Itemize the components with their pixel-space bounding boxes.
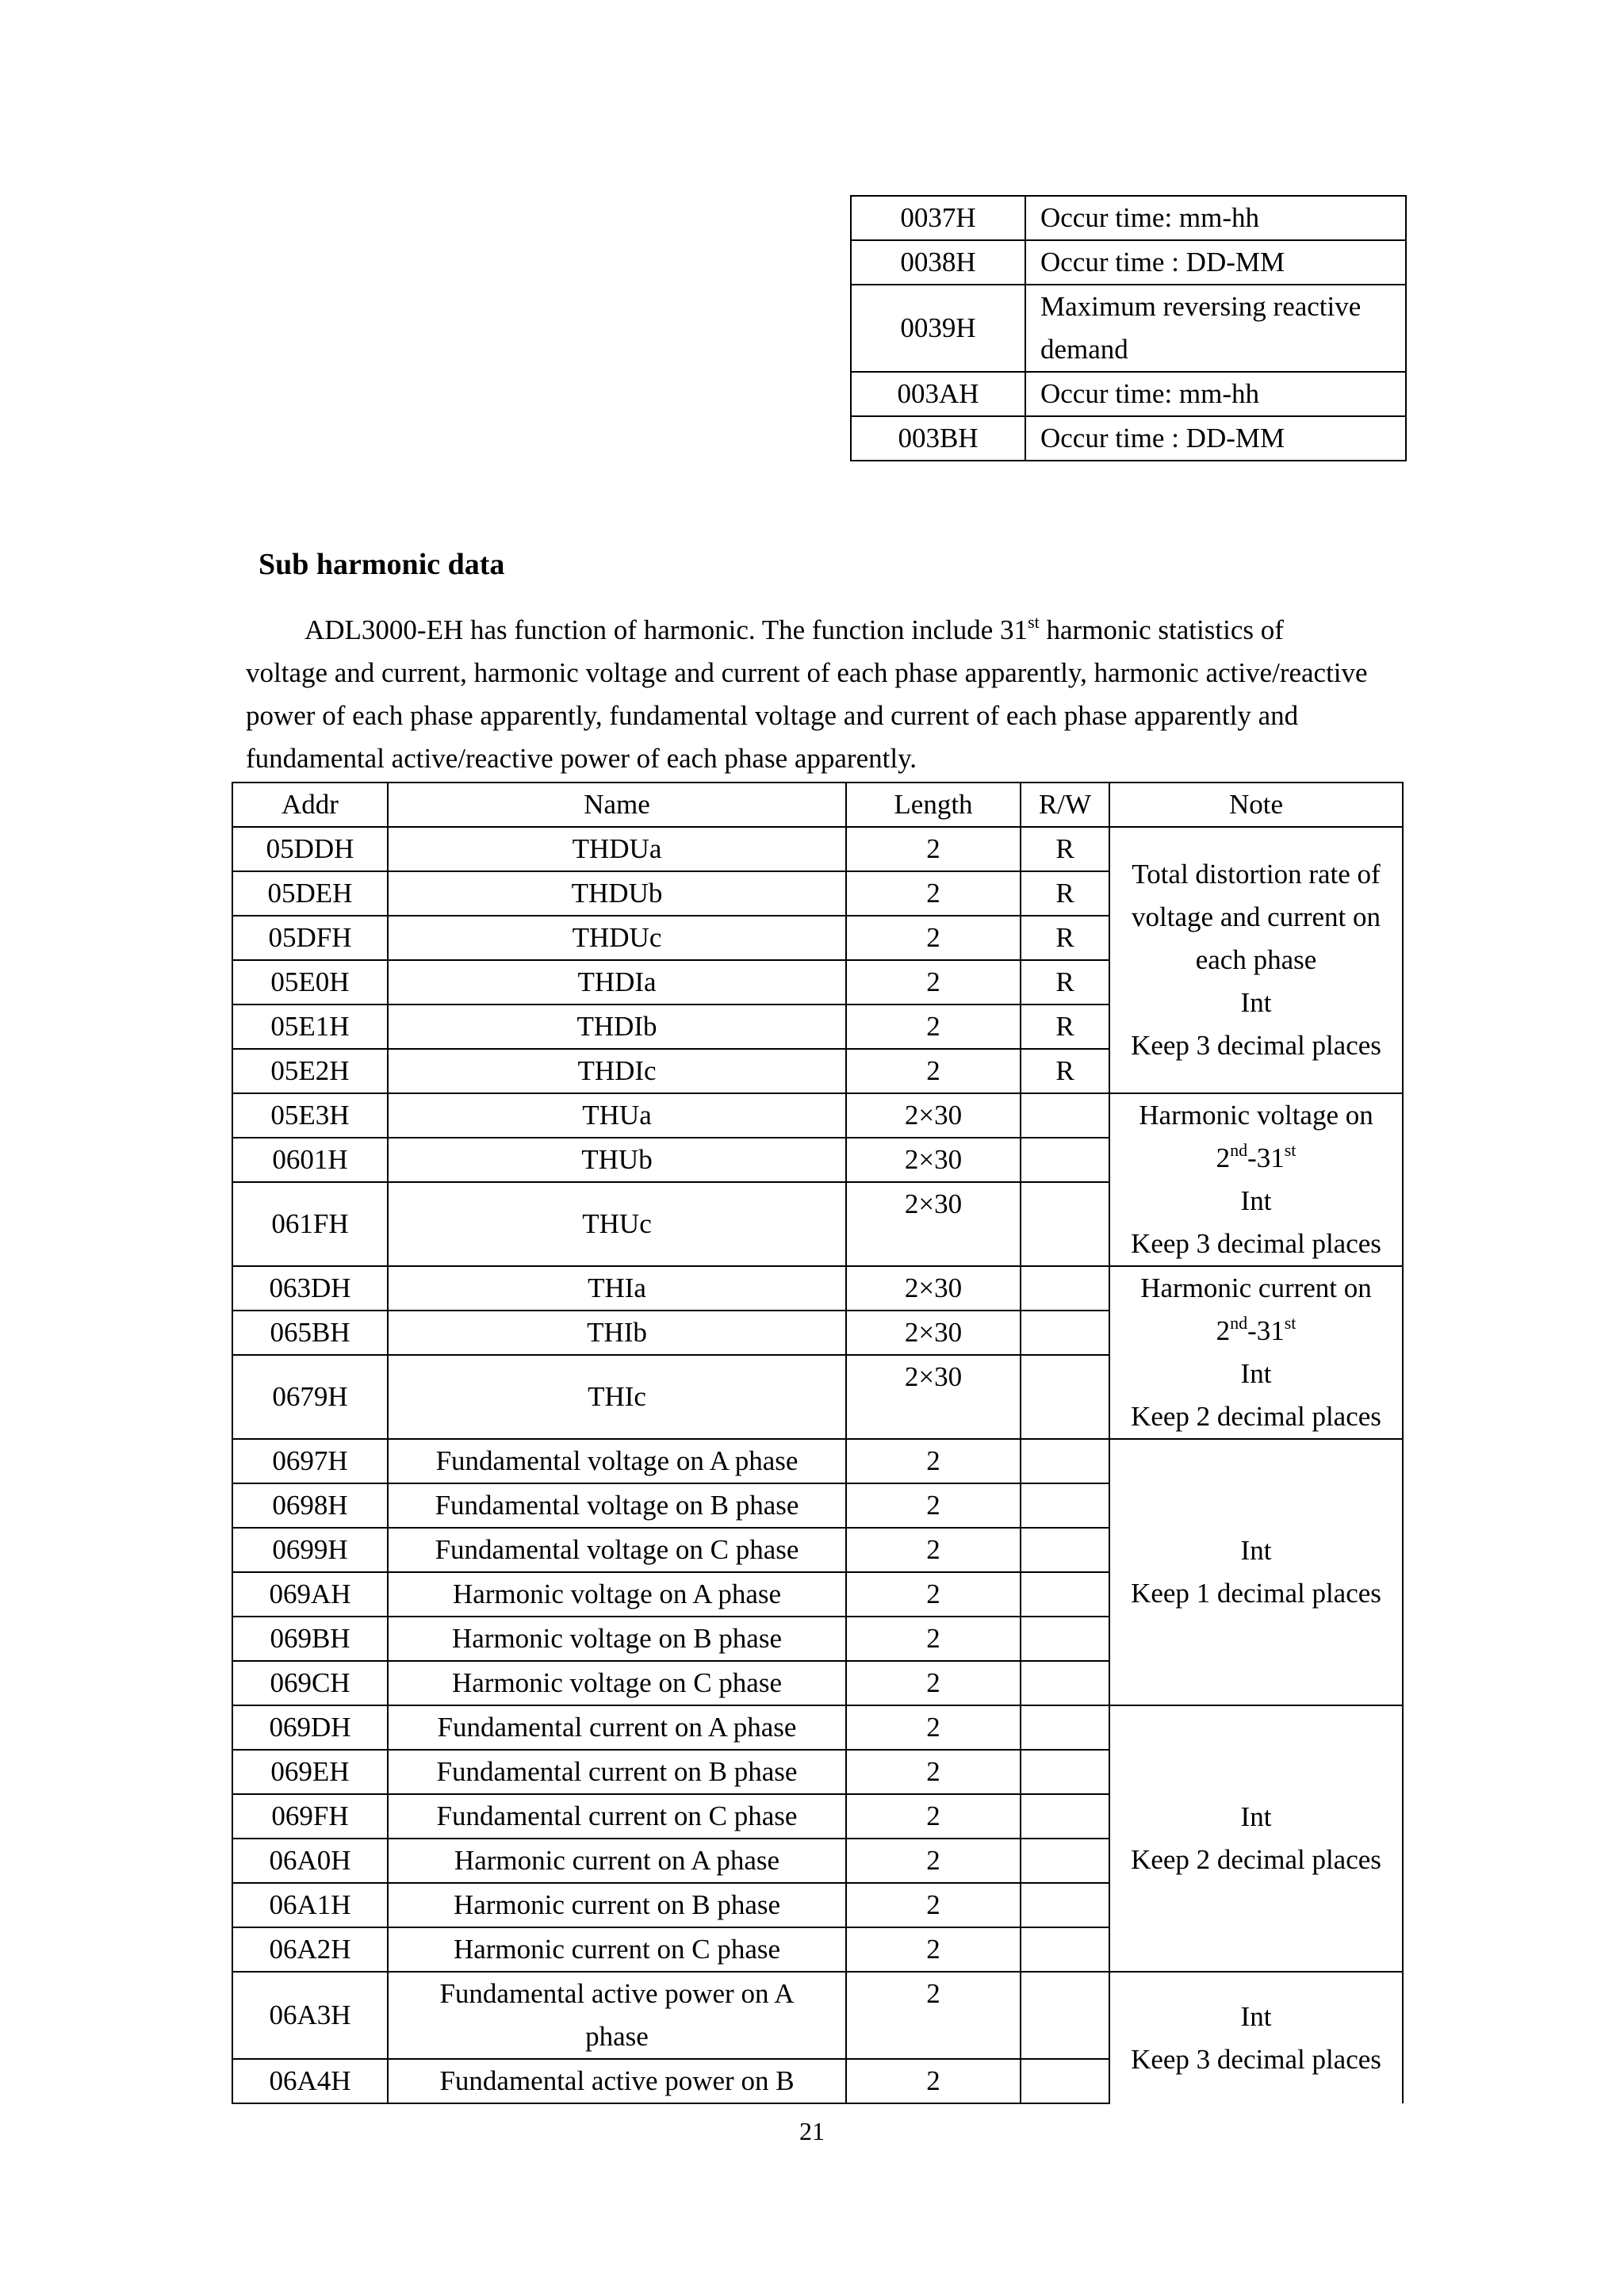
- note-line: Int: [1240, 987, 1272, 1018]
- addr-cell: 05E2H: [232, 1049, 388, 1093]
- name-line: phase: [585, 2021, 649, 2052]
- name-cell: THUb: [388, 1138, 846, 1182]
- length-cell: 2: [846, 1883, 1021, 1927]
- intro-text-part1: ADL3000-EH has function of harmonic. The function include 31: [304, 614, 1028, 645]
- desc-cell: [1025, 285, 1406, 372]
- length-cell: 2×30: [846, 1355, 1021, 1439]
- length-cell: 2: [846, 1004, 1021, 1049]
- length-cell: 2: [846, 1617, 1021, 1661]
- note-cell: [1109, 1439, 1403, 1705]
- harmonic-register-table: [232, 782, 1404, 2104]
- addr-cell: 05DFH: [232, 916, 388, 960]
- length-cell: 2: [846, 827, 1021, 871]
- header-rw: R/W: [1021, 783, 1109, 827]
- length-cell: 2: [846, 2059, 1021, 2103]
- note-line: Keep 2 decimal places: [1131, 1401, 1381, 1432]
- header-length: Length: [846, 783, 1021, 827]
- table-row: [851, 285, 1406, 372]
- addr-cell: 0679H: [232, 1355, 388, 1439]
- addr-cell: 06A4H: [232, 2059, 388, 2103]
- length-cell: 2×30: [846, 1138, 1021, 1182]
- length-cell: 2: [846, 1528, 1021, 1572]
- table-row: [232, 1972, 1403, 2059]
- rw-cell: [1021, 1266, 1109, 1311]
- note-text: 2: [1216, 1315, 1231, 1346]
- note-text: -31: [1247, 1142, 1285, 1173]
- addr-cell: 069AH: [232, 1572, 388, 1617]
- rw-cell: [1021, 1883, 1109, 1927]
- note-text: 2: [1216, 1142, 1231, 1173]
- rw-cell: R: [1021, 1049, 1109, 1093]
- section-heading: Sub harmonic data: [259, 548, 505, 581]
- addr-cell: 065BH: [232, 1311, 388, 1355]
- table-row: [232, 1439, 1403, 1483]
- length-cell: 2: [846, 1661, 1021, 1705]
- name-cell: Fundamental voltage on C phase: [388, 1528, 846, 1572]
- addr-cell: 05E0H: [232, 960, 388, 1004]
- note-line: Keep 3 decimal places: [1131, 1228, 1381, 1259]
- note-line: each phase: [1195, 944, 1317, 975]
- length-cell: 2×30: [846, 1311, 1021, 1355]
- note-superscript: st: [1284, 1313, 1297, 1333]
- name-cell: THIc: [388, 1355, 846, 1439]
- rw-cell: [1021, 1617, 1109, 1661]
- name-cell: THDIa: [388, 960, 846, 1004]
- note-line: Total distortion rate of: [1132, 859, 1381, 890]
- desc-line: demand: [1040, 334, 1128, 365]
- intro-superscript: st: [1028, 612, 1040, 632]
- length-cell: 2×30: [846, 1093, 1021, 1138]
- name-cell: Harmonic voltage on B phase: [388, 1617, 846, 1661]
- name-cell: THUa: [388, 1093, 846, 1138]
- length-cell: 2×30: [846, 1266, 1021, 1311]
- length-cell: 2: [846, 1049, 1021, 1093]
- length-cell: 2: [846, 871, 1021, 916]
- length-cell: 2: [846, 1439, 1021, 1483]
- note-superscript: st: [1284, 1140, 1297, 1160]
- rw-cell: [1021, 1528, 1109, 1572]
- rw-cell: R: [1021, 916, 1109, 960]
- name-cell: THDIb: [388, 1004, 846, 1049]
- rw-cell: [1021, 1972, 1109, 2059]
- addr-cell: 0698H: [232, 1483, 388, 1528]
- note-line: Harmonic current on: [1140, 1272, 1372, 1303]
- length-cell: 2: [846, 1972, 1021, 2059]
- table-row: [232, 1266, 1403, 1311]
- name-cell: Harmonic current on B phase: [388, 1883, 846, 1927]
- addr-cell: 06A2H: [232, 1927, 388, 1972]
- length-cell: 2: [846, 1927, 1021, 1972]
- note-cell: [1109, 1705, 1403, 1972]
- name-cell: [388, 1972, 846, 2059]
- intro-paragraph: [246, 609, 1372, 780]
- rw-cell: [1021, 1182, 1109, 1266]
- name-cell: Fundamental voltage on A phase: [388, 1439, 846, 1483]
- addr-cell: 0037H: [851, 196, 1025, 240]
- note-line: Harmonic voltage on: [1139, 1100, 1373, 1131]
- name-cell: Harmonic voltage on A phase: [388, 1572, 846, 1617]
- note-cell: [1109, 1093, 1403, 1266]
- addr-cell: 0038H: [851, 240, 1025, 285]
- note-cell: [1109, 1972, 1403, 2103]
- note-line: Int: [1240, 1801, 1272, 1832]
- name-cell: Fundamental active power on B: [388, 2059, 846, 2103]
- rw-cell: [1021, 1661, 1109, 1705]
- name-cell: Harmonic current on A phase: [388, 1839, 846, 1883]
- table-row: [851, 372, 1406, 416]
- name-cell: THDUa: [388, 827, 846, 871]
- note-line: Int: [1240, 1185, 1272, 1216]
- table-row: [232, 1093, 1403, 1138]
- name-cell: Fundamental current on A phase: [388, 1705, 846, 1750]
- addr-cell: 069CH: [232, 1661, 388, 1705]
- name-cell: Harmonic voltage on C phase: [388, 1661, 846, 1705]
- rw-cell: [1021, 2059, 1109, 2103]
- rw-cell: R: [1021, 960, 1109, 1004]
- note-superscript: nd: [1230, 1140, 1248, 1160]
- intro-text-part2: harmonic statistics of voltage and current, harmonic voltage and current of each phase apparently, harmonic active/reactive power of each phase apparently, fundamental voltage and current of each phase apparently and fundamental active/reactive power of each phase apparently.: [246, 614, 1368, 774]
- name-cell: THDUc: [388, 916, 846, 960]
- rw-cell: [1021, 1705, 1109, 1750]
- rw-cell: [1021, 1439, 1109, 1483]
- rw-cell: [1021, 1839, 1109, 1883]
- addr-cell: 063DH: [232, 1266, 388, 1311]
- rw-cell: R: [1021, 827, 1109, 871]
- addr-cell: 0601H: [232, 1138, 388, 1182]
- length-cell: 2: [846, 1839, 1021, 1883]
- note-line: Int: [1240, 1535, 1272, 1566]
- table-row: [232, 1705, 1403, 1750]
- rw-cell: [1021, 1138, 1109, 1182]
- rw-cell: [1021, 1572, 1109, 1617]
- addr-cell: 06A0H: [232, 1839, 388, 1883]
- addr-cell: 0699H: [232, 1528, 388, 1572]
- name-cell: Fundamental current on B phase: [388, 1750, 846, 1794]
- addr-cell: 061FH: [232, 1182, 388, 1266]
- table-row: [851, 416, 1406, 461]
- note-superscript: nd: [1230, 1313, 1248, 1333]
- length-cell: 2: [846, 1483, 1021, 1528]
- note-line: Keep 2 decimal places: [1131, 1844, 1381, 1875]
- header-addr: Addr: [232, 783, 388, 827]
- note-cell: [1109, 1266, 1403, 1439]
- desc-line: Maximum reversing reactive: [1040, 291, 1362, 322]
- table-row: [851, 196, 1406, 240]
- length-cell: 2: [846, 1705, 1021, 1750]
- addr-cell: 05DEH: [232, 871, 388, 916]
- addr-cell: 06A1H: [232, 1883, 388, 1927]
- note-line: [1110, 1137, 1402, 1180]
- rw-cell: R: [1021, 1004, 1109, 1049]
- note-text: -31: [1247, 1315, 1285, 1346]
- note-line: Keep 3 decimal places: [1131, 2043, 1381, 2075]
- addr-cell: 05E3H: [232, 1093, 388, 1138]
- rw-cell: [1021, 1093, 1109, 1138]
- table-row: [851, 240, 1406, 285]
- rw-cell: R: [1021, 871, 1109, 916]
- name-cell: Harmonic current on C phase: [388, 1927, 846, 1972]
- note-cell: [1109, 827, 1403, 1093]
- table-row: [232, 827, 1403, 871]
- note-line: Int: [1240, 1358, 1272, 1389]
- addr-cell: 0039H: [851, 285, 1025, 372]
- addr-cell: 0697H: [232, 1439, 388, 1483]
- register-table-continued: [850, 195, 1407, 461]
- rw-cell: [1021, 1750, 1109, 1794]
- table-header-row: [232, 783, 1403, 827]
- length-cell: 2: [846, 1572, 1021, 1617]
- addr-cell: 003BH: [851, 416, 1025, 461]
- length-cell: 2: [846, 1750, 1021, 1794]
- addr-cell: 069FH: [232, 1794, 388, 1839]
- name-cell: THUc: [388, 1182, 846, 1266]
- desc-cell: Occur time: mm-hh: [1025, 196, 1406, 240]
- note-line: Keep 1 decimal places: [1131, 1578, 1381, 1609]
- length-cell: 2×30: [846, 1182, 1021, 1266]
- length-cell: 2: [846, 960, 1021, 1004]
- addr-cell: 069DH: [232, 1705, 388, 1750]
- page-number: 21: [799, 2117, 825, 2145]
- addr-cell: 05DDH: [232, 827, 388, 871]
- desc-cell: Occur time : DD-MM: [1025, 416, 1406, 461]
- name-line: Fundamental active power on A: [439, 1978, 795, 2009]
- length-cell: 2: [846, 1794, 1021, 1839]
- addr-cell: 003AH: [851, 372, 1025, 416]
- desc-cell: Occur time: mm-hh: [1025, 372, 1406, 416]
- header-name: Name: [388, 783, 846, 827]
- addr-cell: 069EH: [232, 1750, 388, 1794]
- note-line: Keep 3 decimal places: [1131, 1030, 1381, 1061]
- rw-cell: [1021, 1311, 1109, 1355]
- note-line: [1110, 1310, 1402, 1353]
- header-note: Note: [1109, 783, 1403, 827]
- name-cell: Fundamental voltage on B phase: [388, 1483, 846, 1528]
- name-cell: THIb: [388, 1311, 846, 1355]
- desc-cell: Occur time : DD-MM: [1025, 240, 1406, 285]
- rw-cell: [1021, 1355, 1109, 1439]
- name-cell: THIa: [388, 1266, 846, 1311]
- name-cell: Fundamental current on C phase: [388, 1794, 846, 1839]
- name-cell: THDUb: [388, 871, 846, 916]
- addr-cell: 06A3H: [232, 1972, 388, 2059]
- rw-cell: [1021, 1483, 1109, 1528]
- addr-cell: 05E1H: [232, 1004, 388, 1049]
- name-cell: THDIc: [388, 1049, 846, 1093]
- rw-cell: [1021, 1927, 1109, 1972]
- rw-cell: [1021, 1794, 1109, 1839]
- addr-cell: 069BH: [232, 1617, 388, 1661]
- note-line: Int: [1240, 2000, 1272, 2032]
- length-cell: 2: [846, 916, 1021, 960]
- note-line: voltage and current on: [1132, 901, 1381, 932]
